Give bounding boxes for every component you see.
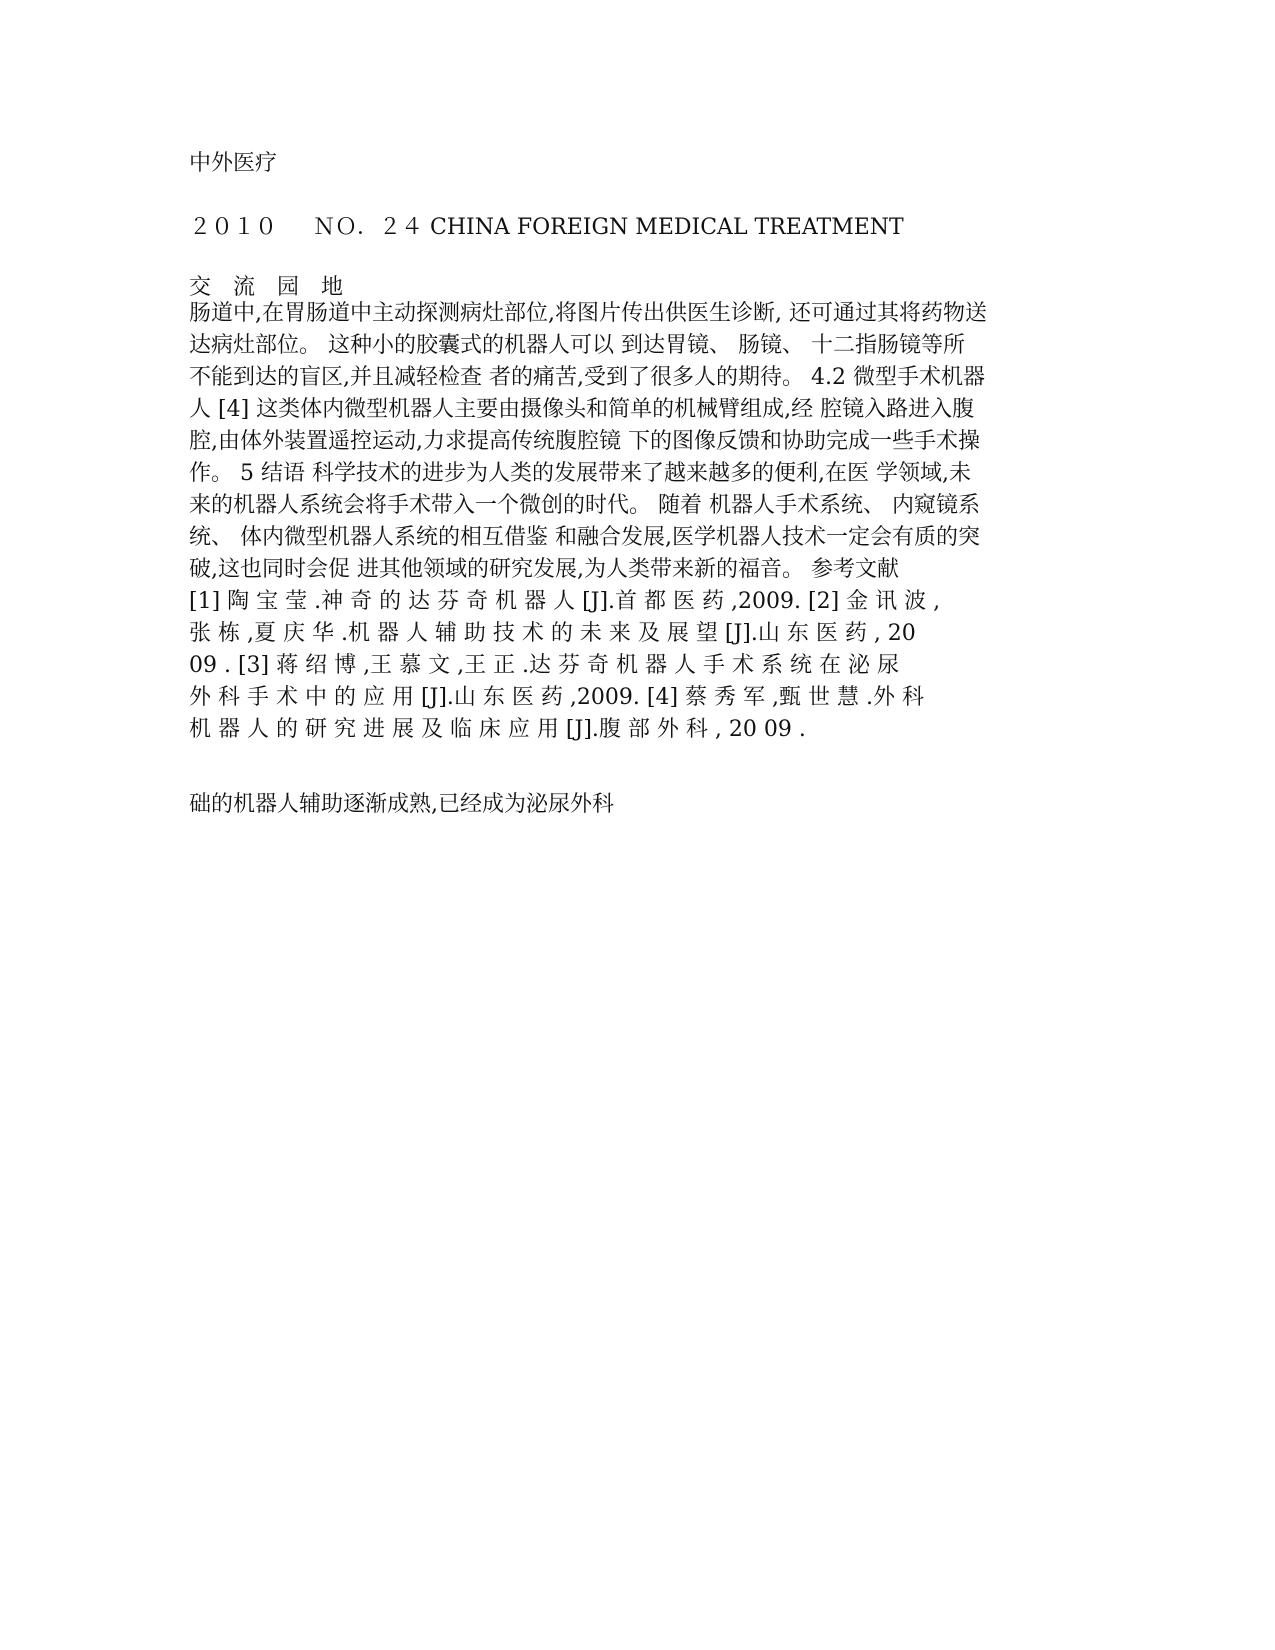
- issue-number: ＮＯ．２４: [313, 215, 424, 240]
- journal-name: 中外医疗: [189, 151, 278, 176]
- reference-line: 09 . [3] 蒋 绍 博 ,王 慕 文 ,王 正 .达 芬 奇 机 器 人 手 术 系 统 在 泌 尿: [189, 653, 899, 678]
- reference-line: [1] 陶 宝 莹 .神 奇 的 达 芬 奇 机 器 人 [J].首 都 医 药 ,2009. [2] 金 讯 波 ,: [189, 589, 941, 614]
- body-line: 人 [4] 这类体内微型机器人主要由摄像头和简单的机械臂组成,经 腔镜入路进入腹: [189, 397, 975, 422]
- body-line: 肠道中,在胃肠道中主动探测病灶部位,将图片传出供医生诊断, 还可通过其将药物送: [189, 301, 987, 326]
- body-line: 来的机器人系统会将手术带入一个微创的时代。 随着 机器人手术系统、 内窥镜系: [189, 493, 980, 518]
- issue-line: [189, 212, 904, 244]
- body-line: 破,这也同时会促 进其他领域的研究发展,为人类带来新的福音。 参考文献: [189, 557, 899, 582]
- section-title: 交 流 园 地: [189, 275, 344, 300]
- issue-year: ２０１０: [189, 215, 278, 240]
- body-line: 作。 5 结语 科学技术的进步为人类的发展带来了越来越多的便利,在医 学领域,未: [189, 461, 971, 486]
- trailing-text: 础的机器人辅助逐渐成熟,已经成为泌尿外科: [189, 792, 614, 817]
- body-line: 统、 体内微型机器人系统的相互借鉴 和融合发展,医学机器人技术一定会有质的突: [189, 525, 980, 550]
- body-line: 不能到达的盲区,并且减轻检查 者的痛苦,受到了很多人的期待。 4.2 微型手术机器: [189, 365, 985, 390]
- body-line: 腔,由体外装置遥控运动,力求提高传统腹腔镜 下的图像反馈和协助完成一些手术操: [189, 429, 980, 454]
- reference-line: 机 器 人 的 研 究 进 展 及 临 床 应 用 [J].腹 部 外 科 , 20 09 .: [189, 717, 806, 742]
- body-line: 达病灶部位。 这种小的胶囊式的机器人可以 到达胃镜、 肠镜、 十二指肠镜等所: [189, 333, 965, 358]
- reference-line: 外 科 手 术 中 的 应 用 [J].山 东 医 药 ,2009. [4] 蔡 秀 军 ,甄 世 慧 .外 科: [189, 685, 924, 710]
- journal-english-name: CHINA FOREIGN MEDICAL TREATMENT: [430, 215, 904, 240]
- reference-line: 张 栋 ,夏 庆 华 .机 器 人 辅 助 技 术 的 未 来 及 展 望 [J].山 东 医 药 , 20: [189, 621, 916, 646]
